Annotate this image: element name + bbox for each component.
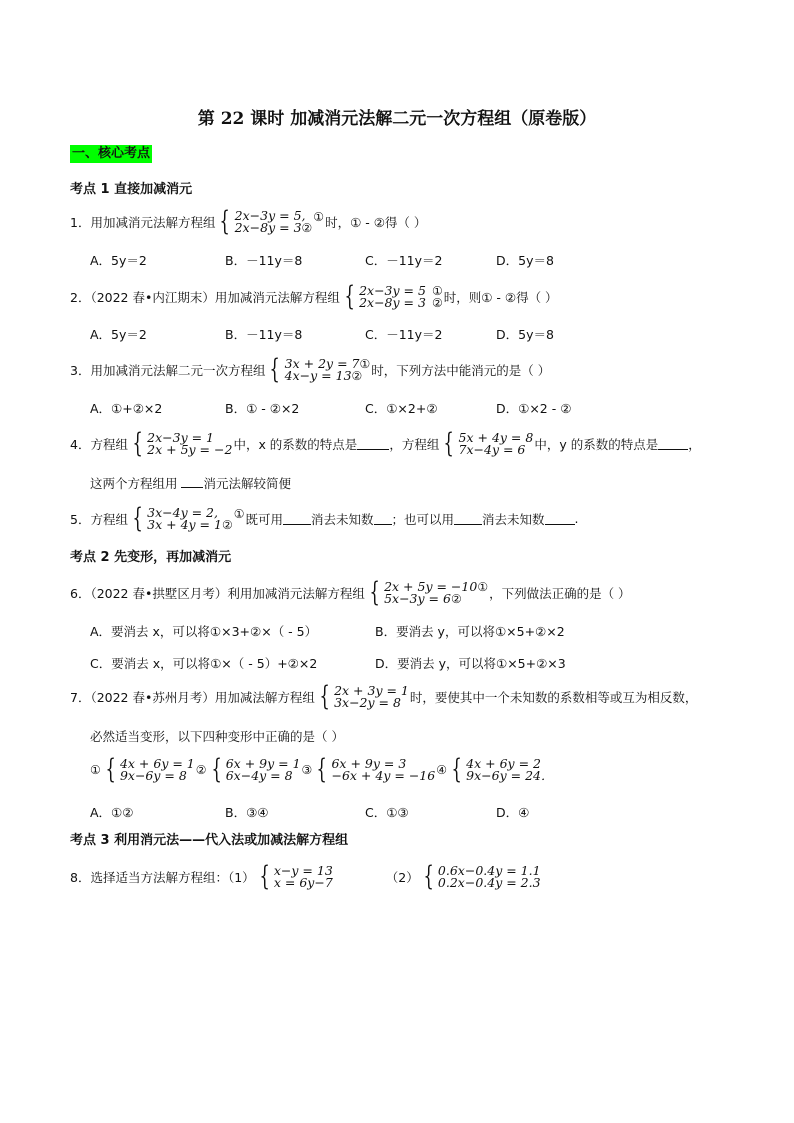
left-brace-icon: { [319, 681, 330, 712]
question-3 [70, 356, 550, 383]
q6-option-d[interactable]: D．要消去 y，可以将①×5+②×3 [375, 656, 566, 671]
q3-option-c[interactable]: C．①×2+② [365, 401, 438, 416]
question-4: 4．方程组 { 2x−3y = 1 2x + 5y = −2 中，x 的系数的特点是 ，方程组 { 5x + 4y = 8 7x−4y = 6 中，y 的系数的特点是 ， [70, 428, 701, 459]
question-2 [70, 283, 558, 310]
q2-options [90, 325, 690, 341]
q1-stem-end: 时，① - ②得（ ） [325, 214, 427, 230]
q7-option-b[interactable]: B．③④ [225, 805, 269, 820]
q4-blank-2[interactable] [658, 438, 688, 450]
q1-option-d[interactable]: D．5y＝8 [496, 253, 554, 268]
left-brace-icon: { [132, 503, 143, 534]
q4-line-2: 这两个方程组用 消元法解较简便 [90, 476, 291, 491]
q4-equation-system-2: { 5x + 4y = 8 7x−4y = 6 [443, 428, 534, 459]
left-brace-icon: { [316, 754, 328, 785]
q7-system-3: { 6x + 9y = 3 −6x + 4y = −16 [316, 754, 436, 785]
q1-equation-system: { 2x−3y = 5, 2x−8y = 3② ① [219, 206, 325, 237]
q3-option-b[interactable]: B．① - ②×2 [225, 401, 300, 416]
q3-option-d[interactable]: D．①×2 - ② [496, 401, 572, 416]
left-brace-icon: { [210, 754, 222, 785]
q5-blank-3[interactable] [454, 513, 482, 525]
q8-system-1: { x−y = 13 x = 6y−7 [259, 861, 333, 892]
q8-system-2: { 0.6x−0.4y = 1.1 0.2x−0.4y = 2.3 [423, 861, 541, 892]
q7-line-2: 必然适当变形，以下四种变形中正确的是（ ） [90, 729, 344, 744]
question-7: 7．（2022 春•苏州月考）用加减法解方程组 { 2x + 3y = 1 3x−2y = 8 时，要使其中一个未知数的系数相等或互为相反数， [70, 681, 698, 712]
q1-option-b[interactable]: B．－11y＝8 [225, 253, 303, 268]
q5-blank-1[interactable] [283, 513, 311, 525]
section-heading: 一、核心考点 [72, 146, 151, 161]
q6-options-row-2 [90, 654, 740, 670]
q6-option-c[interactable]: C．要消去 x，可以将①×（ - 5）+②×2 [90, 656, 318, 671]
left-brace-icon: { [423, 861, 434, 892]
q3-option-a[interactable]: A．①+②×2 [90, 401, 163, 416]
question-6: 6．（2022 春•拱墅区月考）利用加减消元法解方程组 { 2x + 5y = −10① 5x−3y = 6② ，下列做法正确的是（ ） [70, 577, 631, 608]
q7-system-1: { 4x + 6y = 1 9x−6y = 8 [105, 754, 195, 785]
q6-option-b[interactable]: B．要消去 y，可以将①×5+②×2 [375, 624, 565, 639]
q7-system-4: { 4x + 6y = 2 9x−6y = 24． [451, 754, 554, 785]
q3-stem: 3．用加减消元法解二元一次方程组 [70, 362, 266, 378]
q2-option-b[interactable]: B．－11y＝8 [225, 327, 303, 342]
question-1 [70, 208, 426, 235]
q1-option-a[interactable]: A．5y＝2 [90, 253, 147, 268]
kaodian-2-heading: 考点 2 先变形，再加减消元 [70, 550, 232, 565]
q7-option-c[interactable]: C．①③ [365, 805, 409, 820]
question-5: 5．方程组 { 3x−4y = 2, 3x + 4y = 1② ① 既可用 消去未知数 ；也可以用 消去未知数 . [70, 503, 579, 534]
q2-stem: 2．（2022 春•内江期末）用加减消元法解方程组 [70, 289, 340, 305]
left-brace-icon: { [269, 354, 281, 385]
left-brace-icon: { [259, 861, 270, 892]
q4-blank-1[interactable] [357, 438, 389, 450]
q7-option-d[interactable]: D．④ [496, 805, 530, 820]
page-title: 第 22 课时 加减消元法解二元一次方程组（原卷版） [197, 109, 597, 129]
left-brace-icon: { [132, 428, 143, 459]
question-8: 8．选择适当方法解方程组：（1） { x−y = 13 x = 6y−7 （2） { 0.6x−0.4y = 1.1 0.2x−0.4y = 2.3 [70, 861, 541, 892]
q4-equation-system-1: { 2x−3y = 1 2x + 5y = −2 [132, 428, 233, 459]
q7-option-a[interactable]: A．①② [90, 805, 134, 820]
q6-option-a[interactable]: A．要消去 x，可以将①×3+②×（ - 5） [90, 624, 318, 639]
q2-stem-end: 时，则① - ②得（ ） [443, 289, 558, 305]
left-brace-icon: { [443, 428, 455, 459]
q6-equation-system: { 2x + 5y = −10① 5x−3y = 6② [369, 577, 489, 608]
q7-equation-system: { 2x + 3y = 1 3x−2y = 8 [319, 681, 409, 712]
q2-equation-system: { 2x−3y = 5 2x−8y = 3 ① ② [344, 281, 443, 312]
q4-blank-3[interactable] [181, 476, 203, 488]
q6-options-row-1 [90, 622, 740, 638]
left-brace-icon: { [369, 577, 380, 608]
q1-option-c[interactable]: C．－11y＝2 [365, 253, 443, 268]
left-brace-icon: { [344, 281, 355, 312]
q5-equation-system: { 3x−4y = 2, 3x + 4y = 1② ① [132, 503, 245, 534]
left-brace-icon: { [105, 754, 116, 785]
left-brace-icon: { [451, 754, 462, 785]
q7-options [90, 803, 690, 819]
q3-stem-end: 时，下列方法中能消元的是（ ） [371, 362, 551, 378]
q7-system-2: { 6x + 9y = 1 6x−4y = 8 [210, 754, 301, 785]
kaodian-3-heading: 考点 3 利用消元法——代入法或加减法解方程组 [70, 833, 349, 848]
q3-equation-system: { 3x + 2y = 7① 4x−y = 13② [269, 354, 371, 385]
q1-stem: 1．用加减消元法解方程组 [70, 214, 216, 230]
left-brace-icon: { [219, 206, 231, 237]
kaodian-1-heading: 考点 1 直接加减消元 [70, 182, 193, 197]
q3-options [90, 399, 690, 415]
q5-blank-4[interactable] [545, 513, 575, 525]
q1-options [90, 251, 690, 267]
q7-transformations: ① { 4x + 6y = 1 9x−6y = 8 ② { 6x + 9y = 1 6x−4y = 8 ③ { 6x + 9y = 3 −6x + 4y = −16 ④ { 4x + 6y = 2 9x−6y = 24． [90, 754, 554, 785]
q2-option-a[interactable]: A．5y＝2 [90, 327, 147, 342]
q2-option-d[interactable]: D．5y＝8 [496, 327, 554, 342]
q5-blank-2[interactable] [374, 513, 392, 525]
q2-option-c[interactable]: C．－11y＝2 [365, 327, 443, 342]
